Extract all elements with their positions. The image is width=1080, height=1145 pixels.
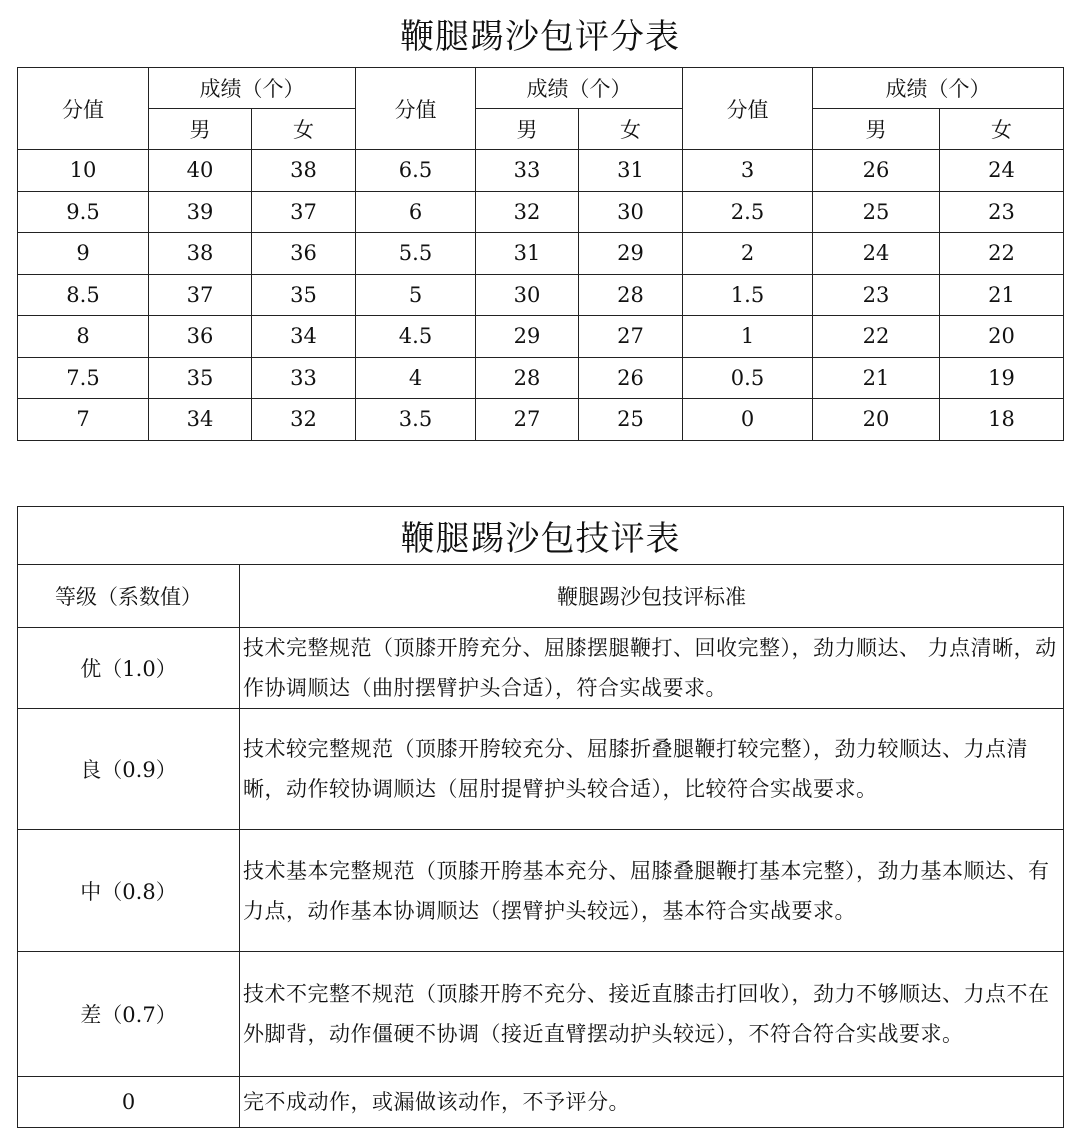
male-count-cell: 28 xyxy=(476,357,579,399)
male-count-cell: 22 xyxy=(813,316,940,358)
female-count-cell: 22 xyxy=(940,233,1064,275)
female-count-cell: 30 xyxy=(579,191,683,233)
score-cell: 4.5 xyxy=(356,316,476,358)
female-count-cell: 31 xyxy=(579,150,683,192)
female-count-cell: 32 xyxy=(252,399,356,441)
score-cell: 9 xyxy=(18,233,149,275)
score-cell: 5.5 xyxy=(356,233,476,275)
header-score: 分值 xyxy=(683,68,813,150)
grade-cell: 良（0.9） xyxy=(18,709,240,830)
female-count-cell: 26 xyxy=(579,357,683,399)
header-male: 男 xyxy=(149,109,252,150)
score-cell: 5 xyxy=(356,274,476,316)
header-female: 女 xyxy=(252,109,356,150)
male-count-cell: 37 xyxy=(149,274,252,316)
score-cell: 1 xyxy=(683,316,813,358)
standard-cell: 技术基本完整规范（顶膝开胯基本充分、屈膝叠腿鞭打基本完整），劲力基本顺达、有力点，动作基本协调顺达（摆臂护头较远），基本符合实战要求。 xyxy=(240,830,1064,952)
female-count-cell: 27 xyxy=(579,316,683,358)
standard-cell: 技术完整规范（顶膝开胯充分、屈膝摆腿鞭打、回收完整），劲力顺达、 力点清晰，动作协调顺达（曲肘摆臂护头合适），符合实战要求。 xyxy=(240,628,1064,709)
female-count-cell: 24 xyxy=(940,150,1064,192)
male-count-cell: 24 xyxy=(813,233,940,275)
table-row xyxy=(18,316,1064,358)
grade-cell: 优（1.0） xyxy=(18,628,240,709)
table-row xyxy=(18,274,1064,316)
score-cell: 4 xyxy=(356,357,476,399)
standard-cell: 完不成动作，或漏做该动作，不予评分。 xyxy=(240,1077,1064,1128)
score-table-title: 鞭腿踢沙包评分表 xyxy=(400,17,680,57)
table-row xyxy=(18,191,1064,233)
female-count-cell: 20 xyxy=(940,316,1064,358)
standard-cell: 技术不完整不规范（顶膝开胯不充分、接近直膝击打回收），劲力不够顺达、力点不在外脚背，动作僵硬不协调（接近直臂摆动护头较远），不符合符合实战要求。 xyxy=(240,952,1064,1077)
score-cell: 2.5 xyxy=(683,191,813,233)
grade-cell: 0 xyxy=(18,1077,240,1128)
header-score: 分值 xyxy=(18,68,149,150)
male-count-cell: 30 xyxy=(476,274,579,316)
score-table xyxy=(17,67,1064,441)
female-count-cell: 29 xyxy=(579,233,683,275)
male-count-cell: 27 xyxy=(476,399,579,441)
male-count-cell: 25 xyxy=(813,191,940,233)
score-cell: 3 xyxy=(683,150,813,192)
table-row xyxy=(18,150,1064,192)
female-count-cell: 18 xyxy=(940,399,1064,441)
score-cell: 9.5 xyxy=(18,191,149,233)
score-cell: 2 xyxy=(683,233,813,275)
header-female: 女 xyxy=(940,109,1064,150)
male-count-cell: 32 xyxy=(476,191,579,233)
male-count-cell: 40 xyxy=(149,150,252,192)
male-count-cell: 34 xyxy=(149,399,252,441)
female-count-cell: 23 xyxy=(940,191,1064,233)
standard-cell: 技术较完整规范（顶膝开胯较充分、屈膝折叠腿鞭打较完整），劲力较顺达、力点清晰，动作较协调顺达（屈肘提臂护头较合适），比较符合实战要求。 xyxy=(240,709,1064,830)
table-row xyxy=(18,399,1064,441)
header-result: 成绩（个） xyxy=(476,68,683,109)
header-male: 男 xyxy=(476,109,579,150)
male-count-cell: 29 xyxy=(476,316,579,358)
female-count-cell: 34 xyxy=(252,316,356,358)
score-cell: 7 xyxy=(18,399,149,441)
header-score: 分值 xyxy=(356,68,476,150)
male-count-cell: 23 xyxy=(813,274,940,316)
male-count-cell: 20 xyxy=(813,399,940,441)
male-count-cell: 26 xyxy=(813,150,940,192)
female-count-cell: 28 xyxy=(579,274,683,316)
score-cell: 8.5 xyxy=(18,274,149,316)
tech-table xyxy=(17,506,1064,1128)
header-standard: 鞭腿踢沙包技评标准 xyxy=(240,565,1064,628)
score-cell: 7.5 xyxy=(18,357,149,399)
score-cell: 3.5 xyxy=(356,399,476,441)
score-cell: 6.5 xyxy=(356,150,476,192)
female-count-cell: 33 xyxy=(252,357,356,399)
tech-table-title: 鞭腿踢沙包技评表 xyxy=(18,507,1064,565)
table-row xyxy=(18,357,1064,399)
female-count-cell: 25 xyxy=(579,399,683,441)
score-cell: 8 xyxy=(18,316,149,358)
male-count-cell: 36 xyxy=(149,316,252,358)
header-female: 女 xyxy=(579,109,683,150)
grade-cell: 差（0.7） xyxy=(18,952,240,1077)
female-count-cell: 19 xyxy=(940,357,1064,399)
male-count-cell: 21 xyxy=(813,357,940,399)
male-count-cell: 35 xyxy=(149,357,252,399)
male-count-cell: 38 xyxy=(149,233,252,275)
grade-cell: 中（0.8） xyxy=(18,830,240,952)
female-count-cell: 37 xyxy=(252,191,356,233)
header-result: 成绩（个） xyxy=(813,68,1064,109)
score-cell: 1.5 xyxy=(683,274,813,316)
female-count-cell: 36 xyxy=(252,233,356,275)
female-count-cell: 21 xyxy=(940,274,1064,316)
score-cell: 0.5 xyxy=(683,357,813,399)
table-row xyxy=(18,233,1064,275)
male-count-cell: 31 xyxy=(476,233,579,275)
score-cell: 6 xyxy=(356,191,476,233)
score-cell: 10 xyxy=(18,150,149,192)
female-count-cell: 38 xyxy=(252,150,356,192)
header-grade: 等级（系数值） xyxy=(18,565,240,628)
score-cell: 0 xyxy=(683,399,813,441)
header-result: 成绩（个） xyxy=(149,68,356,109)
male-count-cell: 39 xyxy=(149,191,252,233)
female-count-cell: 35 xyxy=(252,274,356,316)
header-male: 男 xyxy=(813,109,940,150)
male-count-cell: 33 xyxy=(476,150,579,192)
